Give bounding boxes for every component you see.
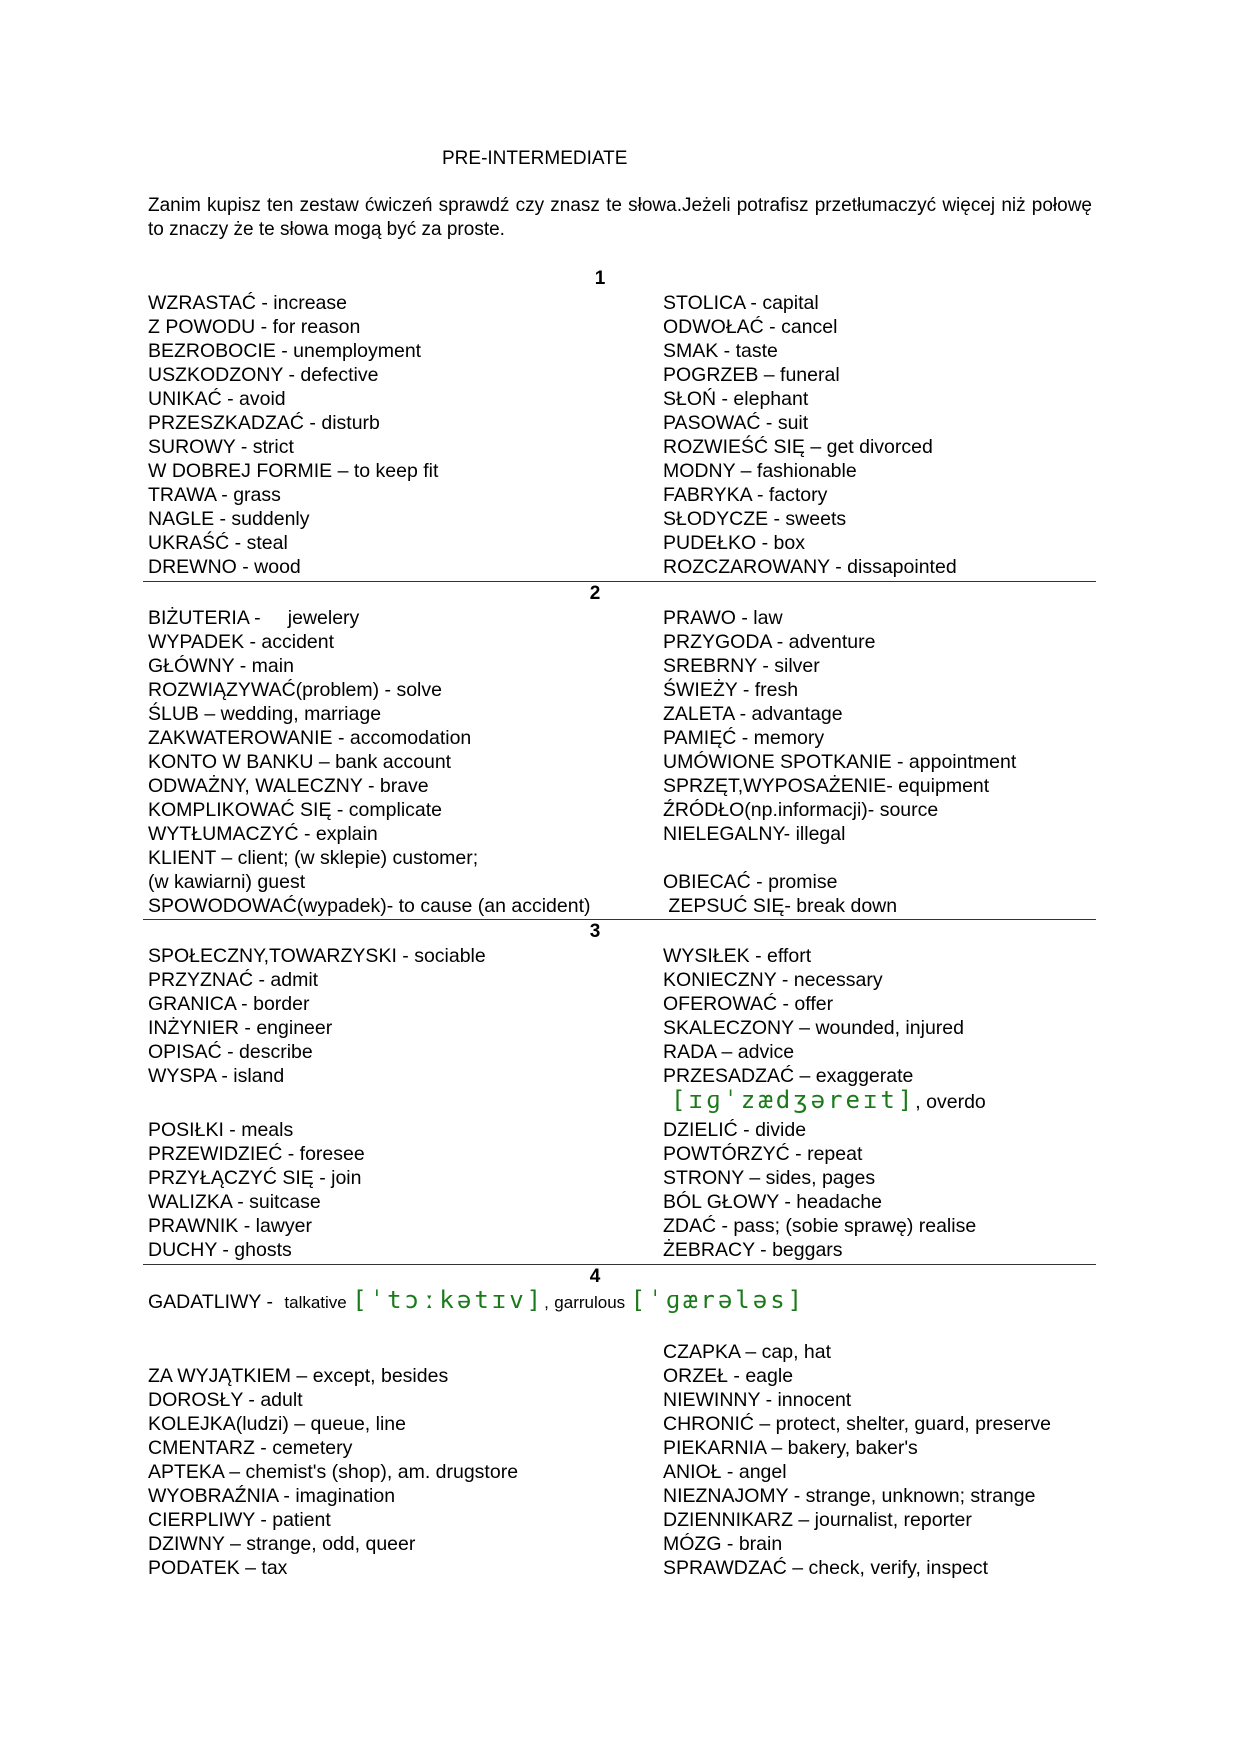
- pronunciation-suffix: , overdo: [915, 1091, 986, 1113]
- vocab-entry: BIŻUTERIA - jewelery: [148, 607, 360, 629]
- vocab-entry: NIEWINNY - innocent: [663, 1389, 852, 1411]
- vocab-entry: W DOBREJ FORMIE – to keep fit: [148, 460, 439, 482]
- vocab-entry: POSIŁKI - meals: [148, 1119, 294, 1141]
- vocab-entry: SŁODYCZE - sweets: [663, 508, 847, 530]
- gadatliwy-entry: [148, 1286, 805, 1314]
- vocab-entry: STOLICA - capital: [663, 292, 819, 314]
- vocab-entry: ODWOŁAĆ - cancel: [663, 316, 838, 338]
- section-number: 1: [594, 268, 606, 289]
- vocab-entry: TRAWA - grass: [148, 484, 281, 506]
- section-number: 2: [589, 583, 601, 604]
- vocab-entry: WYTŁUMACZYĆ - explain: [148, 823, 378, 845]
- vocab-entry: WYPADEK - accident: [148, 631, 335, 653]
- vocab-entry: SKALECZONY – wounded, injured: [663, 1017, 964, 1039]
- vocab-entry: APTEKA – chemist's (shop), am. drugstore: [148, 1461, 519, 1483]
- section-number: 3: [589, 921, 601, 942]
- vocab-entry: SPOWODOWAĆ(wypadek)- to cause (an accident): [148, 895, 591, 917]
- vocab-entry: PRZESZKADZAĆ - disturb: [148, 412, 380, 434]
- vocab-entry: CMENTARZ - cemetery: [148, 1437, 353, 1459]
- vocab-entry: ANIOŁ - angel: [663, 1461, 787, 1483]
- intro-paragraph: Zanim kupisz ten zestaw ćwiczeń sprawdź czy znasz te słowa.Jeżeli potrafisz przetłumaczyć więcej niż połowę to znaczy że te słowa mogą być za proste.: [148, 195, 1092, 240]
- vocab-entry: WZRASTAĆ - increase: [148, 292, 347, 314]
- vocab-entry: SUROWY - strict: [148, 436, 294, 458]
- page-title: PRE-INTERMEDIATE: [442, 148, 628, 169]
- vocab-entry: DZIELIĆ - divide: [663, 1119, 807, 1141]
- vocab-entry: (w kawiarni) guest: [148, 871, 306, 893]
- section-1-left-column: [148, 291, 438, 579]
- vocab-entry: USZKODZONY - defective: [148, 364, 379, 386]
- vocab-entry: MÓZG - brain: [663, 1533, 783, 1555]
- vocab-entry: OFEROWAĆ - offer: [663, 993, 834, 1015]
- vocab-entry: SPRAWDZAĆ – check, verify, inspect: [663, 1557, 989, 1579]
- vocab-entry: BEZROBOCIE - unemployment: [148, 340, 422, 362]
- vocab-entry: ŻEBRACY - beggars: [663, 1239, 843, 1261]
- vocab-entry: SMAK - taste: [663, 340, 778, 362]
- vocab-entry: WALIZKA - suitcase: [148, 1191, 321, 1213]
- vocab-entry: ZDAĆ - pass; (sobie sprawę) realise: [663, 1215, 977, 1237]
- section-3-right-column: [663, 944, 986, 1262]
- vocab-entry: KONTO W BANKU – bank account: [148, 751, 452, 773]
- translation: garrulous: [554, 1293, 626, 1312]
- vocab-entry: ZAKWATEROWANIE - accomodation: [148, 727, 472, 749]
- section-divider: [143, 1264, 1096, 1265]
- vocab-entry: ZA WYJĄTKIEM – except, besides: [148, 1365, 449, 1387]
- vocab-entry: STRONY – sides, pages: [663, 1167, 876, 1189]
- section-4-left-column: [148, 1340, 518, 1580]
- vocab-entry: ZALETA - advantage: [663, 703, 843, 725]
- vocab-entry: GŁÓWNY - main: [148, 655, 294, 677]
- vocab-entry: PRZYŁĄCZYĆ SIĘ - join: [148, 1167, 362, 1189]
- vocab-entry: DZIWNY – strange, odd, queer: [148, 1533, 416, 1555]
- vocab-entry: PRZYGODA - adventure: [663, 631, 876, 653]
- vocab-entry: DZIENNIKARZ – journalist, reporter: [663, 1509, 972, 1531]
- vocab-entry: BÓL GŁOWY - headache: [663, 1191, 882, 1213]
- vocab-entry: DREWNO - wood: [148, 556, 301, 578]
- vocab-entry: UKRAŚĆ - steal: [148, 532, 288, 554]
- vocab-entry: INŻYNIER - engineer: [148, 1017, 333, 1039]
- vocab-entry: ŚWIEŻY - fresh: [663, 679, 799, 701]
- vocab-entry: NIEZNAJOMY - strange, unknown; strange: [663, 1485, 1036, 1507]
- vocab-entry: DOROSŁY - adult: [148, 1389, 303, 1411]
- vocab-entry: [663, 846, 1016, 870]
- section-divider: [143, 581, 1096, 582]
- section-3-left-column: [148, 944, 486, 1262]
- vocab-entry: PODATEK – tax: [148, 1557, 288, 1579]
- vocab-entry: PIEKARNIA – bakery, baker's: [663, 1437, 918, 1459]
- vocab-entry: CHRONIĆ – protect, shelter, guard, preserve: [663, 1413, 1051, 1435]
- vocab-entry: ROZCZAROWANY - dissapointed: [663, 556, 957, 578]
- vocab-entry: PRZEWIDZIEĆ - foresee: [148, 1143, 365, 1165]
- vocab-entry: OBIECAĆ - promise: [663, 871, 838, 893]
- vocab-entry: FABRYKA - factory: [663, 484, 828, 506]
- vocab-entry: WYOBRAŹNIA - imagination: [148, 1485, 396, 1507]
- vocab-entry: DUCHY - ghosts: [148, 1239, 292, 1261]
- vocab-entry: ODWAŻNY, WALECZNY - brave: [148, 775, 429, 797]
- pronunciation-line: [663, 1088, 986, 1118]
- vocab-entry: SPRZĘT,WYPOSAŻENIE- equipment: [663, 775, 990, 797]
- vocab-entry: POGRZEB – funeral: [663, 364, 840, 386]
- vocab-entry: WYSIŁEK - effort: [663, 945, 812, 967]
- vocab-entry: KLIENT – client; (w sklepie) customer;: [148, 847, 479, 869]
- vocab-entry: ZEPSUĆ SIĘ- break down: [663, 895, 898, 917]
- vocab-entry: UMÓWIONE SPOTKANIE - appointment: [663, 751, 1017, 773]
- headword: GADATLIWY -: [148, 1291, 273, 1313]
- vocab-entry: NIELEGALNY- illegal: [663, 823, 846, 845]
- section-1-right-column: [663, 291, 957, 579]
- vocab-entry: ROZWIEŚĆ SIĘ – get divorced: [663, 436, 933, 458]
- vocab-entry: OPISAĆ - describe: [148, 1041, 313, 1063]
- vocab-entry: SPOŁECZNY,TOWARZYSKI - sociable: [148, 945, 486, 967]
- vocab-entry: PRZYZNAĆ - admit: [148, 969, 319, 991]
- vocab-entry: POWTÓRZYĆ - repeat: [663, 1143, 863, 1165]
- vocab-entry: RADA – advice: [663, 1041, 795, 1063]
- vocab-entry: GRANICA - border: [148, 993, 310, 1015]
- vocab-entry: PRAWNIK - lawyer: [148, 1215, 312, 1237]
- separator: ,: [544, 1293, 549, 1312]
- section-2-left-column: [148, 606, 591, 918]
- section-4-right-column: [663, 1340, 1051, 1580]
- vocab-entry: SŁOŃ - elephant: [663, 388, 809, 410]
- vocab-entry: [148, 1340, 518, 1364]
- vocab-entry: UNIKAĆ - avoid: [148, 388, 286, 410]
- vocab-entry: PAMIĘĆ - memory: [663, 727, 825, 749]
- section-2-right-column: [663, 606, 1016, 918]
- vocab-entry: WYSPA - island: [148, 1065, 285, 1087]
- vocab-entry: ŹRÓDŁO(np.informacji)- source: [663, 799, 939, 821]
- section-divider: [143, 919, 1096, 920]
- vocab-entry: CIERPLIWY - patient: [148, 1509, 331, 1531]
- vocab-entry: PUDEŁKO - box: [663, 532, 805, 554]
- vocab-entry: PASOWAĆ - suit: [663, 412, 809, 434]
- ipa-transcription: [ˈtɔːkətɪv]: [352, 1286, 545, 1314]
- vocab-entry: PRAWO - law: [663, 607, 783, 629]
- vocab-entry: ROZWIĄZYWAĆ(problem) - solve: [148, 679, 442, 701]
- translation: talkative: [284, 1293, 347, 1312]
- vocab-entry: ŚLUB – wedding, marriage: [148, 703, 382, 725]
- ipa-transcription: [ɪɡˈzædʒəreɪt]: [671, 1086, 916, 1114]
- vocab-entry: PRZESADZAĆ – exaggerate: [663, 1065, 914, 1087]
- vocab-entry: KONIECZNY - necessary: [663, 969, 883, 991]
- section-number: 4: [589, 1266, 601, 1287]
- ipa-transcription: [ˈɡærələs]: [630, 1286, 806, 1314]
- vocab-entry: SREBRNY - silver: [663, 655, 820, 677]
- vocab-entry: NAGLE - suddenly: [148, 508, 310, 530]
- vocab-entry: [148, 1088, 486, 1118]
- vocab-entry: KOMPLIKOWAĆ SIĘ - complicate: [148, 799, 443, 821]
- vocab-entry: MODNY – fashionable: [663, 460, 857, 482]
- vocab-entry: ORZEŁ - eagle: [663, 1365, 794, 1387]
- vocab-entry: CZAPKA – cap, hat: [663, 1341, 832, 1363]
- vocab-entry: Z POWODU - for reason: [148, 316, 361, 338]
- vocab-entry: KOLEJKA(ludzi) – queue, line: [148, 1413, 406, 1435]
